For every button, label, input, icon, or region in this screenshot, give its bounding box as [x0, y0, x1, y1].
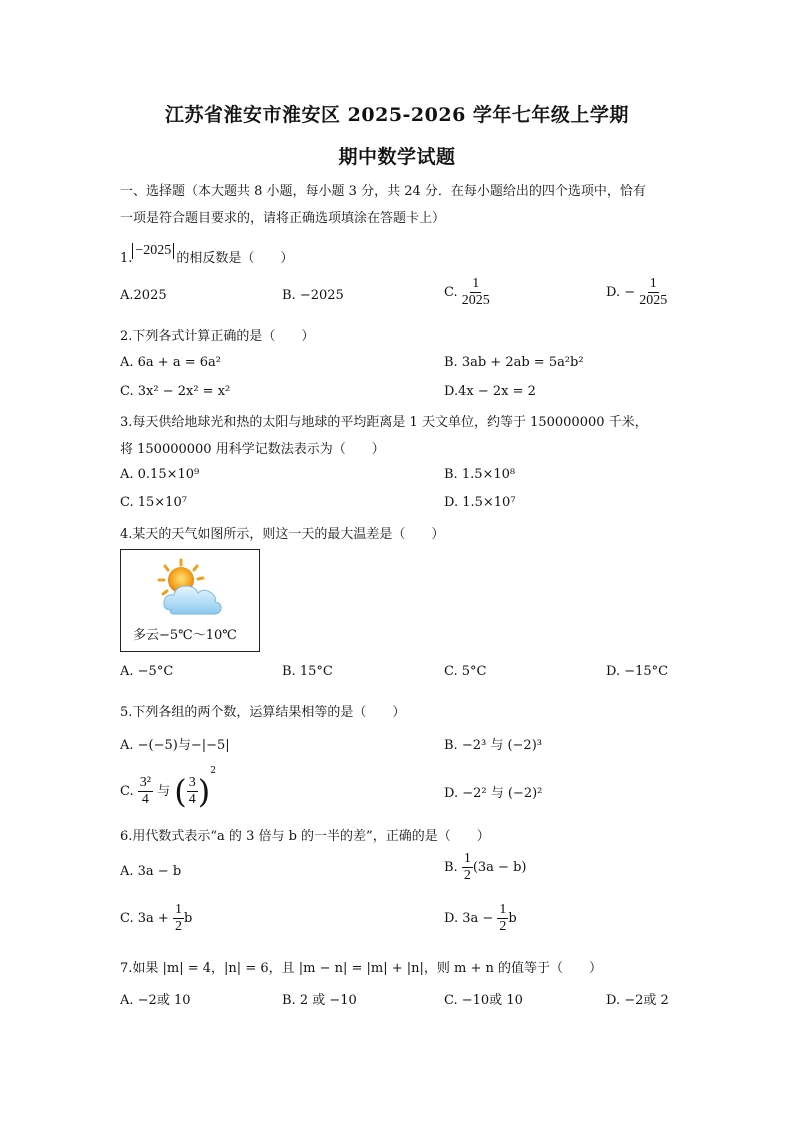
question-7-stem: 7.如果 |m| = 4，|n| = 6，且 |m − n| = |m| + |n|，则 m + n 的值等于（ ）: [120, 961, 603, 976]
option-label: B.: [444, 860, 458, 875]
q7-option-d: D. −2或 2: [606, 993, 669, 1008]
q5-option-d: D. −2² 与 (−2)²: [444, 786, 543, 801]
question-number: 1.: [120, 251, 133, 266]
question-4-stem: 4.某天的天气如图所示，则这一天的最大温差是（ ）: [120, 527, 445, 542]
left-paren: (: [174, 772, 187, 811]
fraction: [497, 902, 508, 935]
section-instructions-line2: 一项是符合题目要求的，请将正确选项填涂在答题卡上）: [120, 211, 446, 226]
q3-option-a: A. 0.15×10⁹: [120, 467, 200, 482]
numerator: 3: [188, 775, 196, 790]
numerator: 3²: [139, 775, 151, 790]
denominator: 2: [174, 919, 182, 934]
question-3-stem-line1: 3.每天供给地球光和热的太阳与地球的平均距离是 1 天文单位，约等于 150000000 千米，: [120, 415, 648, 430]
q2-option-c: C. 3x² − 2x² = x²: [120, 384, 231, 399]
denominator: 2025: [461, 293, 490, 308]
q6-option-b: [444, 851, 526, 884]
numerator: 1: [463, 851, 471, 866]
q7-option-a: A. −2或 10: [120, 993, 191, 1008]
numerator: 1: [649, 276, 657, 291]
absolute-value-expression: −2025: [132, 243, 174, 259]
fraction: [187, 775, 198, 808]
q1-option-c: [444, 276, 490, 309]
q1-option-b: B. −2025: [282, 288, 344, 303]
q7-option-c: C. −10或 10: [444, 993, 523, 1008]
partly-cloudy-icon: [157, 558, 227, 620]
q4-option-c: C. 5°C: [444, 664, 487, 679]
question-2-stem: 2.下列各式计算正确的是（ ）: [120, 329, 315, 344]
q2-option-b: B. 3ab + 2ab = 5a²b²: [444, 355, 584, 370]
q1-option-a: A.2025: [120, 288, 167, 303]
q7-option-b: B. 2 或 −10: [282, 993, 357, 1008]
q4-option-b: B. 15°C: [282, 664, 333, 679]
denominator: 4: [188, 792, 196, 807]
q2-option-d: D.4x − 2x = 2: [444, 384, 536, 399]
q2-option-a: A. 6a + a = 6a²: [120, 355, 221, 370]
fraction: [138, 775, 153, 808]
option-label: C.: [444, 285, 458, 300]
denominator: 2: [463, 868, 471, 883]
expression-rest: (3a − b): [472, 860, 527, 875]
q4-option-d: D. −15°C: [606, 664, 669, 679]
fraction: [173, 902, 184, 935]
q3-option-d: D. 1.5×10⁷: [444, 495, 516, 510]
numerator: 1: [174, 902, 182, 917]
q1-option-d: [606, 276, 667, 309]
q5-option-a: A. −(−5)与−|−5|: [120, 738, 230, 753]
q6-option-c: [120, 902, 192, 935]
right-paren: ): [197, 772, 211, 811]
fraction: [462, 851, 473, 884]
expression-rest: b: [508, 911, 517, 926]
option-label: D. 3a −: [444, 911, 494, 926]
q6-option-a: A. 3a − b: [120, 864, 182, 879]
denominator: 2: [499, 919, 507, 934]
q6-option-d: [444, 902, 517, 935]
question-3-stem-line2: 将 150000000 用科学记数法表示为（ ）: [120, 442, 385, 457]
weather-caption: 多云−5℃～10℃: [133, 628, 237, 643]
option-label: C. 3a +: [120, 911, 169, 926]
denominator: 4: [141, 792, 149, 807]
question-text: 的相反数是（ ）: [176, 251, 294, 266]
question-5-stem: 5.下列各组的两个数，运算结果相等的是（ ）: [120, 705, 406, 720]
section-instructions-line1: 一、选择题（本大题共 8 小题，每小题 3 分，共 24 分．在每小题给出的四个选项中，恰有: [120, 184, 646, 199]
q4-option-a: A. −5°C: [120, 664, 174, 679]
option-label: D. −: [606, 285, 636, 300]
connector-text: 与: [157, 784, 171, 799]
option-label: C.: [120, 784, 134, 799]
expression-rest: b: [183, 911, 193, 926]
fraction: [639, 276, 667, 309]
numerator: 1: [499, 902, 507, 917]
q3-option-b: B. 1.5×10⁸: [444, 467, 516, 482]
weather-figure: [120, 549, 260, 652]
exam-title: 江苏省淮安市淮安区 2025-2026 学年七年级上学期: [165, 104, 629, 126]
q5-option-c: [120, 766, 216, 811]
denominator: 2025: [639, 293, 668, 308]
numerator: 1: [472, 276, 480, 291]
exam-subtitle: 期中数学试题: [338, 146, 456, 168]
question-6-stem: 6.用代数式表示“a 的 3 倍与 b 的一半的差”，正确的是（ ）: [120, 829, 490, 844]
question-1-stem: [120, 243, 294, 267]
exponent: 2: [210, 766, 216, 776]
fraction: [462, 276, 490, 309]
q5-option-b: B. −2³ 与 (−2)³: [444, 738, 542, 753]
q3-option-c: C. 15×10⁷: [120, 495, 187, 510]
